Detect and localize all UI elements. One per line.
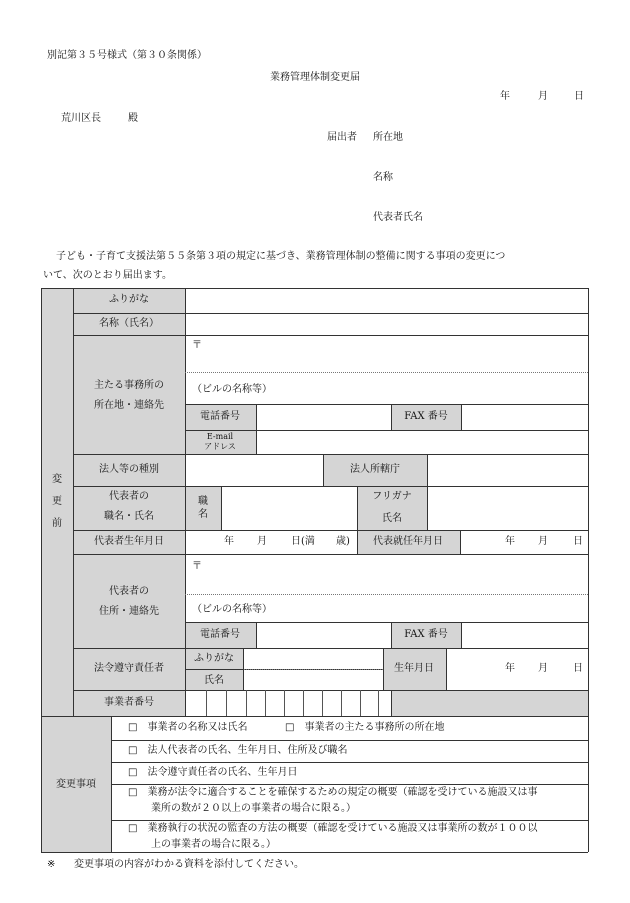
change-item-3[interactable]: □ 法令遵守責任者の氏名、生年月日 bbox=[128, 767, 298, 778]
date-day-label: 日 bbox=[574, 91, 584, 102]
rep-addr-label-1: 代表者の bbox=[109, 586, 149, 597]
change-item-5b: 上の事業者の場合に限る。） bbox=[151, 839, 276, 850]
rep-title-label-1: 代表者の bbox=[109, 491, 149, 502]
email-label-2: アドレス bbox=[204, 442, 236, 451]
building-note: （ビルの名称等） bbox=[192, 384, 272, 395]
birth-age-label: 歳) bbox=[336, 536, 350, 547]
start-month-label: 月 bbox=[538, 536, 548, 547]
fax-label: FAX 番号 bbox=[404, 411, 448, 422]
biz-number-label: 事業者番号 bbox=[104, 697, 154, 708]
birth-year-label: 年 bbox=[224, 536, 234, 547]
fax-label-2: FAX 番号 bbox=[404, 629, 448, 640]
birth-day-age-label: 日(満 bbox=[291, 536, 315, 547]
shimei-label: 氏名 bbox=[382, 513, 402, 524]
change-item-4b: 業所の数が２０以上の事業者の場合に限る。） bbox=[151, 803, 356, 814]
name-field-label: 名称（氏名） bbox=[99, 318, 159, 329]
furigana-label-2: ふりがな bbox=[194, 653, 234, 664]
change-item-1b[interactable]: □ 事業者の主たる事務所の所在地 bbox=[285, 722, 445, 733]
phone-label: 電話番号 bbox=[200, 411, 240, 422]
rep-title-label-2: 職名・氏名 bbox=[104, 511, 154, 522]
start-day-label: 日 bbox=[573, 536, 583, 547]
building-note-2: （ビルの名称等） bbox=[192, 604, 272, 615]
section-char-1: 変 bbox=[52, 474, 62, 485]
addressee: 荒川区長 bbox=[61, 113, 101, 124]
rep-addr-label-2: 住所・連絡先 bbox=[99, 606, 159, 617]
page-title: 業務管理体制変更届 bbox=[270, 72, 360, 83]
change-item-5[interactable]: □ 業務執行の状況の監査の方法の概要（確認を受けている施設又は事業所の数が１００以 bbox=[128, 823, 538, 834]
corp-type-label: 法人等の種別 bbox=[99, 464, 159, 475]
job-label-2: 名 bbox=[198, 509, 208, 520]
date-month-label: 月 bbox=[538, 91, 548, 102]
comp-month-label: 月 bbox=[538, 663, 548, 674]
corp-authority-label: 法人所轄庁 bbox=[350, 464, 400, 475]
office-label-2: 所在地・連絡先 bbox=[94, 400, 164, 411]
start-year-label: 年 bbox=[505, 536, 515, 547]
section-char-2: 更 bbox=[52, 496, 62, 507]
email-label-1: E-mail bbox=[206, 432, 234, 441]
change-item-4[interactable]: □ 業務が法令に適合することを確保するための規定の概要（確認を受けている施設又は事 bbox=[128, 787, 538, 798]
change-item-2[interactable]: □ 法人代表者の氏名、生年月日、住所及び職名 bbox=[128, 745, 348, 756]
change-item-1a[interactable]: □ 事業者の名称又は氏名 bbox=[128, 722, 248, 733]
date-year-label: 年 bbox=[500, 91, 510, 102]
applicant-label: 届出者 bbox=[327, 132, 357, 143]
comp-day-label: 日 bbox=[573, 663, 583, 674]
job-label-1: 職 bbox=[198, 496, 208, 507]
furigana-label: ふりがな bbox=[109, 294, 149, 305]
furigana-kana-label: フリガナ bbox=[372, 491, 412, 502]
office-label-1: 主たる事務所の bbox=[94, 380, 164, 391]
birth-label: 生年月日 bbox=[394, 663, 434, 674]
postal-mark: 〒 bbox=[192, 340, 202, 351]
rep-label: 代表者氏名 bbox=[373, 212, 423, 223]
birth-month-label: 月 bbox=[257, 536, 267, 547]
section-char-3: 前 bbox=[52, 518, 62, 529]
phone-label-2: 電話番号 bbox=[200, 629, 240, 640]
note-mark: ※ bbox=[47, 859, 56, 870]
name-label: 名称 bbox=[373, 172, 393, 183]
intro-line-2: いて、次のとおり届出ます。 bbox=[43, 270, 172, 281]
rep-birth-label: 代表者生年月日 bbox=[94, 536, 164, 547]
intro-line-1: 子ども・子育て支援法第５５条第３項の規定に基づき、業務管理体制の整備に関する事項の変更につ bbox=[56, 251, 506, 262]
postal-mark-2: 〒 bbox=[192, 561, 202, 572]
addressee-suffix: 殿 bbox=[128, 113, 138, 124]
address-label: 所在地 bbox=[373, 132, 403, 143]
footer-note: 変更事項の内容がわかる資料を添付してください。 bbox=[74, 859, 304, 870]
label-column-bg bbox=[41, 288, 185, 716]
rep-start-label: 代表就任年月日 bbox=[373, 536, 443, 547]
compliance-label: 法令遵守責任者 bbox=[94, 663, 164, 674]
comp-year-label: 年 bbox=[505, 663, 515, 674]
shimei-label-2: 氏名 bbox=[204, 675, 224, 686]
form-number: 別記第３５号様式（第３０条関係） bbox=[47, 50, 207, 61]
changes-label: 変更事項 bbox=[56, 779, 96, 790]
